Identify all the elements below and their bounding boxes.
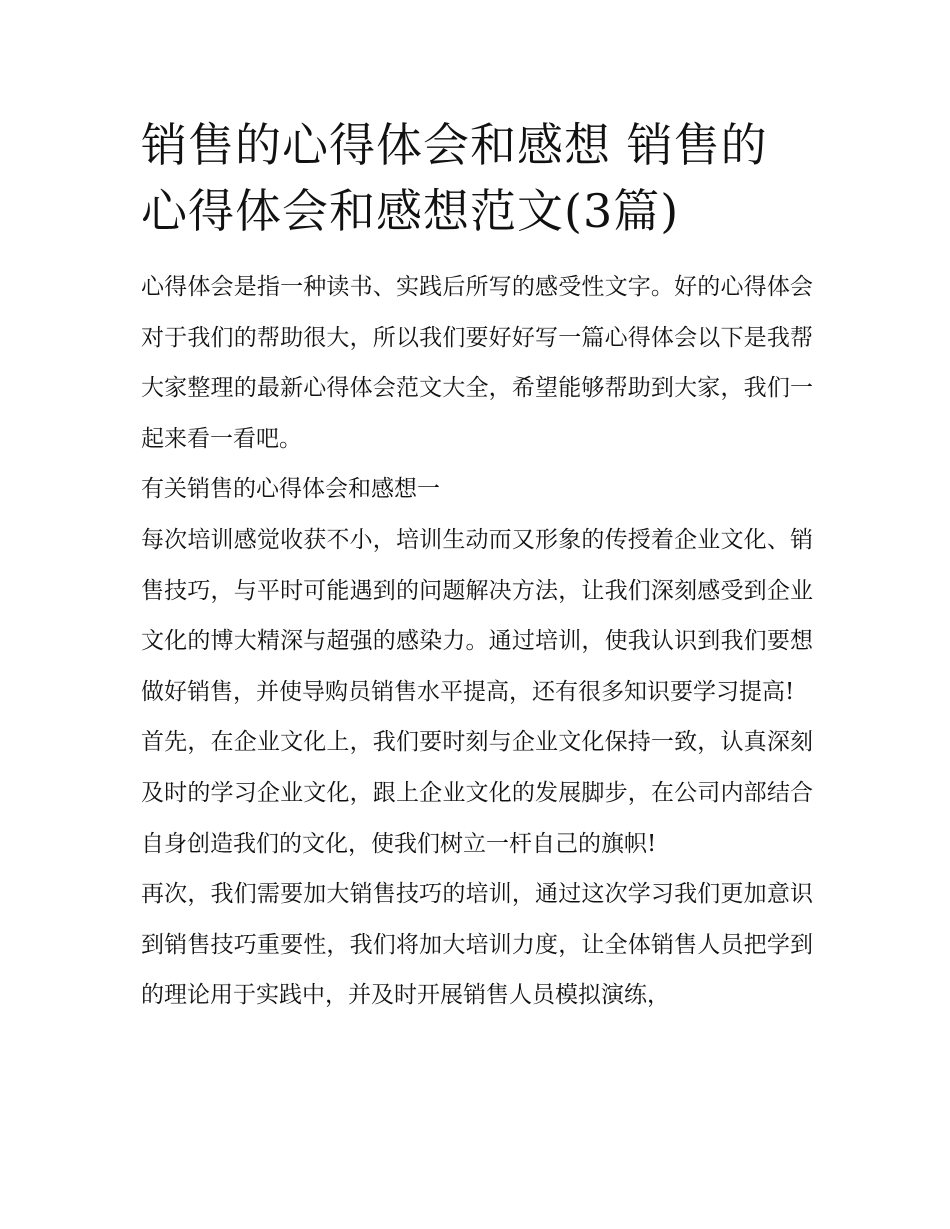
document-body [141,262,813,1021]
document-page [141,112,813,1021]
intro-paragraph: 心得体会是指一种读书、实践后所写的感受性文字。好的心得体会对于我们的帮助很大，所以我们要好好写一篇心得体会以下是我帮大家整理的最新心得体会范文大全，希望能够帮助到大家，我们一起来看一看吧。 [141,274,813,452]
body-paragraph: 首先，在企业文化上，我们要时刻与企业文化保持一致，认真深刻及时的学习企业文化，跟上企业文化的发展脚步，在公司内部结合自身创造我们的文化，使我们树立一杆自己的旗帜! [141,729,813,857]
document-title: 销售的心得体会和感想 销售的心得体会和感想范文(3篇) [141,118,768,238]
body-paragraph: 再次，我们需要加大销售技巧的培训，通过这次学习我们更加意识到销售技巧重要性，我们将加大培训力度，让全体销售人员把学到的理论用于实践中，并及时开展销售人员模拟演练， [141,881,813,1009]
section-heading: 有关销售的心得体会和感想一 [141,476,440,503]
body-paragraph: 每次培训感觉收获不小，培训生动而又形象的传授着企业文化、销售技巧，与平时可能遇到的问题解决方法，让我们深刻感受到企业文化的博大精深与超强的感染力。通过培训，使我认识到我们要想做好销售，并使导购员销售水平提高，还有很多知识要学习提高! [141,526,813,705]
